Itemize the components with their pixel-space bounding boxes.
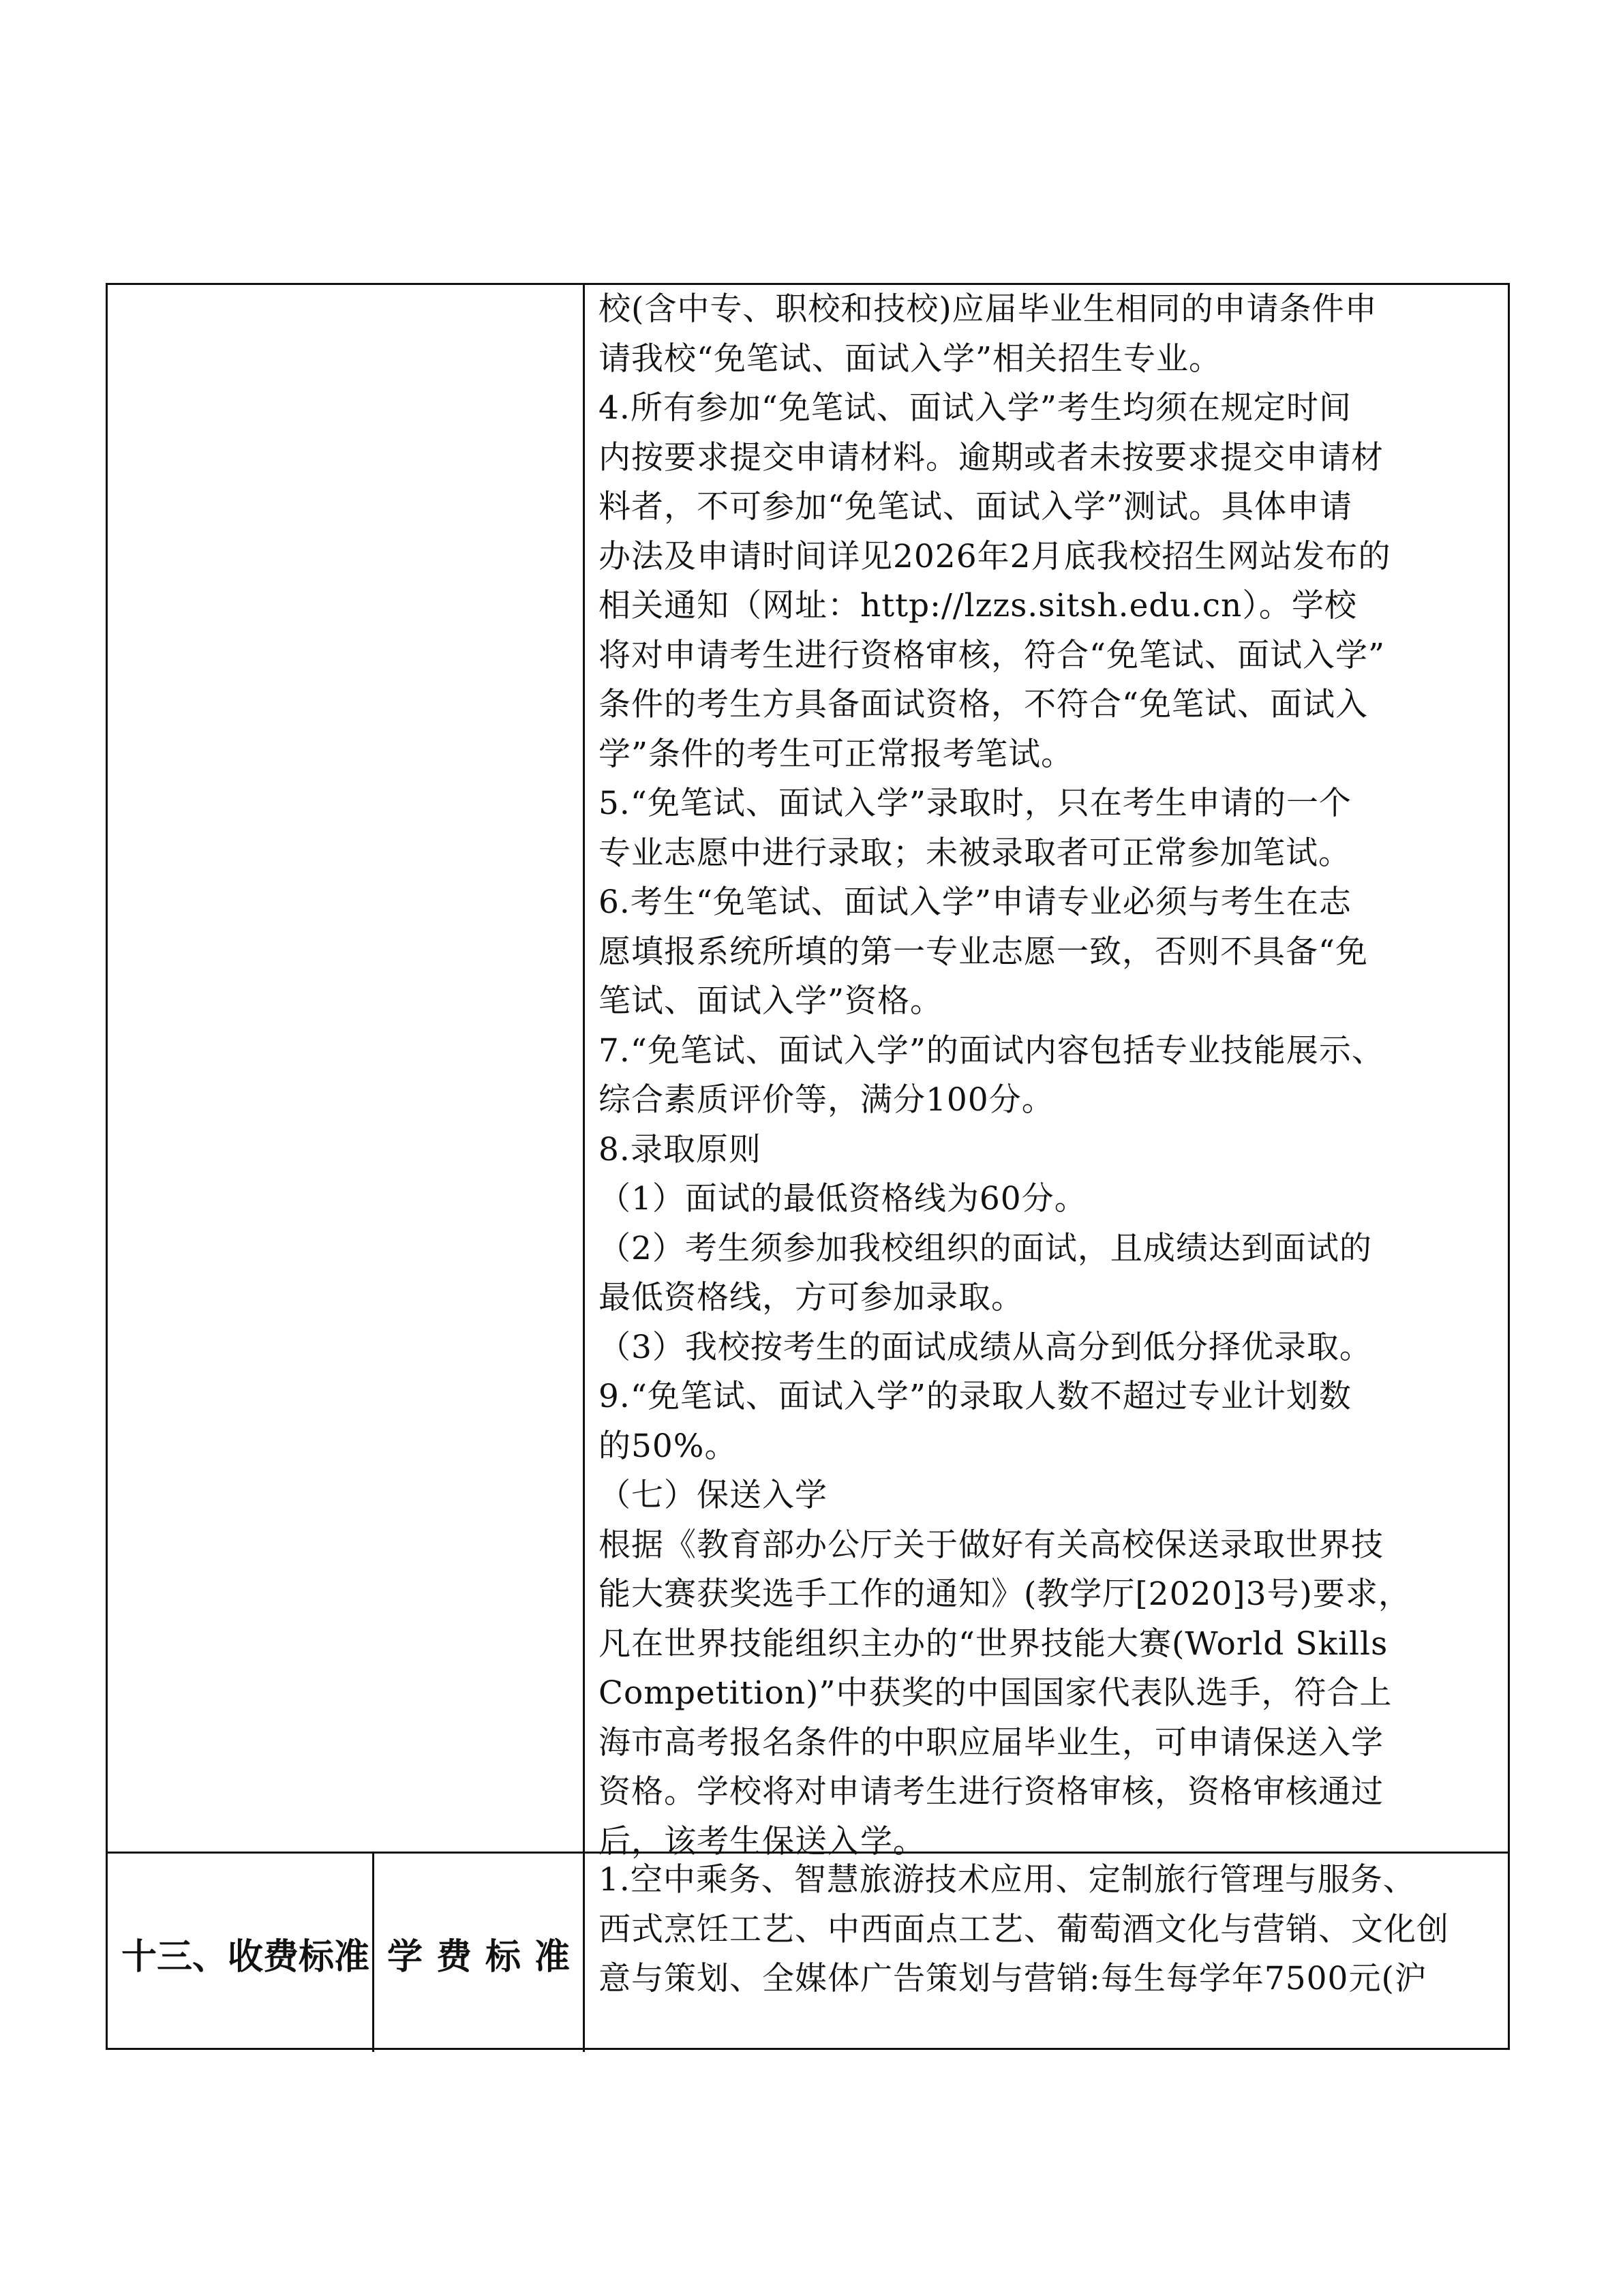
text-line: 海市高考报名条件的中职应届毕业生，可申请保送入学 <box>598 1723 1384 1762</box>
text-line: 校(含中专、职校和技校)应届毕业生相同的申请条件申 <box>598 290 1378 328</box>
text-line: 的50%。 <box>598 1427 738 1465</box>
column-divider-1 <box>372 1852 374 2052</box>
text-line: 8.录取原则 <box>598 1130 761 1168</box>
text-line: 愿填报系统所填的第一专业志愿一致，否则不具备“免 <box>598 933 1369 971</box>
text-line: 9.“免笔试、面试入学”的录取人数不超过专业计划数 <box>598 1378 1352 1415</box>
tuition-content-cell <box>598 1856 1502 2004</box>
column-divider-2 <box>583 285 585 2052</box>
section-label-fees: 十三、收费标准 <box>121 1937 370 1978</box>
sub-label-tuition: 学费标准 <box>387 1937 584 1978</box>
text-line: （3）我校按考生的面试成绩从高分到低分择优录取。 <box>598 1328 1372 1366</box>
text-line: 后，该考生保送入学。 <box>598 1822 926 1860</box>
text-line: 7.“免笔试、面试入学”的面试内容包括专业技能展示、 <box>598 1031 1384 1070</box>
text-line: 根据《教育部办公厅关于做好有关高校保送录取世界技 <box>598 1526 1384 1564</box>
text-line: （2）考生须参加我校组织的面试，且成绩达到面试的 <box>598 1229 1372 1267</box>
text-line: 资格。学校将对申请考生进行资格审核，资格审核通过 <box>598 1773 1384 1811</box>
admission-rules-cell <box>598 285 1502 1867</box>
text-line: 意与策划、全媒体广告策划与营销:每生每学年7500元(沪 <box>598 1960 1427 1997</box>
text-line: 1.空中乘务、智慧旅游技术应用、定制旅行管理与服务、 <box>598 1861 1416 1899</box>
text-line: 能大赛获奖选手工作的通知》(教学厅[2020]3号)要求， <box>598 1575 1411 1613</box>
text-line: 办法及申请时间详见2026年2月底我校招生网站发布的 <box>598 537 1391 575</box>
text-line: Competition)”中获奖的中国国家代表队选手，符合上 <box>598 1674 1393 1712</box>
text-line: 6.考生“免笔试、面试入学”申请专业必须与考生在志 <box>598 883 1352 921</box>
text-line: 凡在世界技能组织主办的“世界技能大赛(World Skills <box>598 1625 1389 1663</box>
text-line: 学”条件的考生可正常报考笔试。 <box>598 735 1074 773</box>
text-line: 5.“免笔试、面试入学”录取时，只在考生申请的一个 <box>598 785 1352 822</box>
text-line: 条件的考生方具备面试资格，不符合“免笔试、面试入 <box>598 686 1369 723</box>
text-line: 将对申请考生进行资格审核，符合“免笔试、面试入学” <box>598 636 1386 674</box>
text-line: 综合素质评价等，满分100分。 <box>598 1081 1055 1119</box>
text-line: 笔试、面试入学”资格。 <box>598 982 943 1020</box>
text-line: （1）面试的最低资格线为60分。 <box>598 1180 1087 1218</box>
text-line: 4.所有参加“免笔试、面试入学”考生均须在规定时间 <box>598 389 1352 427</box>
text-line: 西式烹饪工艺、中西面点工艺、葡萄酒文化与营销、文化创 <box>598 1910 1449 1948</box>
text-line: （七）保送入学 <box>598 1477 828 1514</box>
text-line: 相关通知（网址：http://lzzs.sitsh.edu.cn）。学校 <box>598 587 1357 624</box>
text-line: 料者，不可参加“免笔试、面试入学”测试。具体申请 <box>598 488 1353 526</box>
text-line: 专业志愿中进行录取；未被录取者可正常参加笔试。 <box>598 834 1351 872</box>
text-line: 内按要求提交申请材料。逾期或者未按要求提交申请材 <box>598 438 1384 477</box>
text-line: 最低资格线，方可参加录取。 <box>598 1279 1024 1316</box>
text-line: 请我校“免笔试、面试入学”相关招生专业。 <box>598 339 1222 378</box>
enrollment-table <box>106 283 1510 2050</box>
